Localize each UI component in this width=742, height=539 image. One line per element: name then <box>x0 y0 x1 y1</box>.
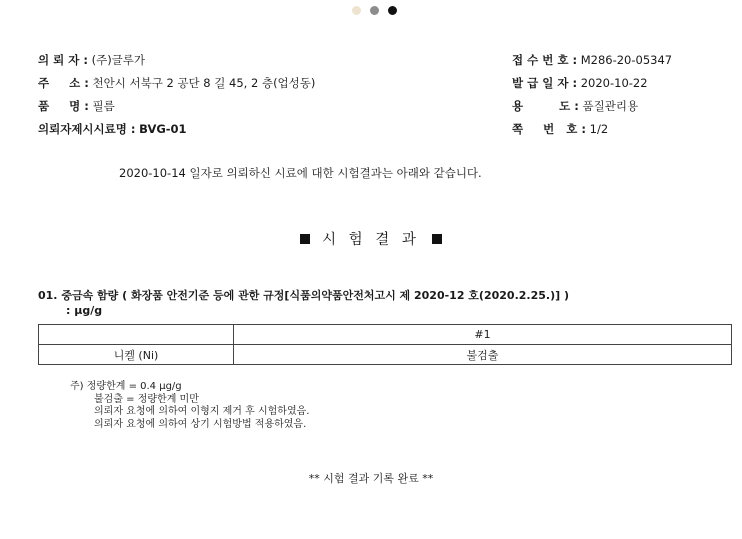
page-indicator-dots <box>352 6 397 15</box>
address-label: 주 소 : <box>38 76 89 90</box>
product-value: 필름 <box>92 99 115 113</box>
note-text: 정량한계 = 0.4 μg/g <box>86 381 182 392</box>
table-header-cell <box>39 325 234 345</box>
product-label: 품 명 : <box>38 99 89 113</box>
square-bullet-icon <box>432 234 442 244</box>
note-line: 의뢰자 요청에 의하여 상기 시험방법 적용하였음. <box>94 418 307 430</box>
receipt-number-label: 접 수 번 호 : <box>512 53 578 67</box>
note-line: 의뢰자 요청에 의하여 이형지 제거 후 시험하였음. <box>94 406 310 417</box>
analyte-cell: 니켈 (Ni) <box>39 345 234 365</box>
receipt-number-value: M286-20-05347 <box>580 53 673 67</box>
purpose-label: 용 도 : <box>512 99 579 113</box>
client-label: 의 뢰 자 : <box>38 53 88 67</box>
result-cell: 불검출 <box>234 345 732 365</box>
sample-name-field <box>38 122 187 136</box>
notes-label: 주) <box>70 381 84 392</box>
note-line <box>70 381 309 394</box>
closing-text: ** 시험 결과 기록 완료 ** <box>308 472 434 485</box>
section-title <box>0 228 742 249</box>
sample-name-label: 의뢰자제시시료명 : <box>38 122 136 136</box>
intro-text: 2020-10-14 일자로 의뢰하신 시료에 대한 시험결과는 아래와 같습니다. <box>119 166 482 180</box>
page-dot-2[interactable] <box>370 6 379 15</box>
test-item-unit: : μg/g <box>66 304 103 317</box>
client-value: (주)글루가 <box>91 53 146 67</box>
notes-block <box>70 381 309 431</box>
page-dot-3[interactable] <box>388 6 397 15</box>
section-title-text: 시 험 결 과 <box>322 232 420 248</box>
receipt-number-field <box>512 53 672 67</box>
page-number-label: 쪽 번 호 : <box>512 122 586 136</box>
address-value: 천안시 서북구 2 공단 8 길 45, 2 층(업성동) <box>92 76 316 90</box>
results-table <box>38 324 732 365</box>
product-field <box>38 99 115 113</box>
issue-date-label: 발 급 일 자 : <box>512 76 578 90</box>
sample-name-value: BVG-01 <box>139 122 187 136</box>
table-row <box>39 345 732 365</box>
table-header-row <box>39 325 732 345</box>
page-dot-1[interactable] <box>352 6 361 15</box>
address-field <box>38 76 315 90</box>
client-field <box>38 53 145 67</box>
table-header-cell: #1 <box>234 325 732 345</box>
issue-date-value: 2020-10-22 <box>580 76 648 90</box>
note-line: 불검출 = 정량한계 미만 <box>94 393 199 405</box>
page-number-value: 1/2 <box>589 122 609 136</box>
purpose-field <box>512 99 638 113</box>
square-bullet-icon <box>300 234 310 244</box>
test-item-heading: 01. 중금속 함량 ( 화장품 안전기준 등에 관한 규정[식품의약품안전처고시 제 2020-12 호(2020.2.25.)] ) <box>38 289 569 302</box>
issue-date-field <box>512 76 648 90</box>
page-number-field <box>512 122 608 136</box>
purpose-value: 품질관리용 <box>582 99 639 113</box>
